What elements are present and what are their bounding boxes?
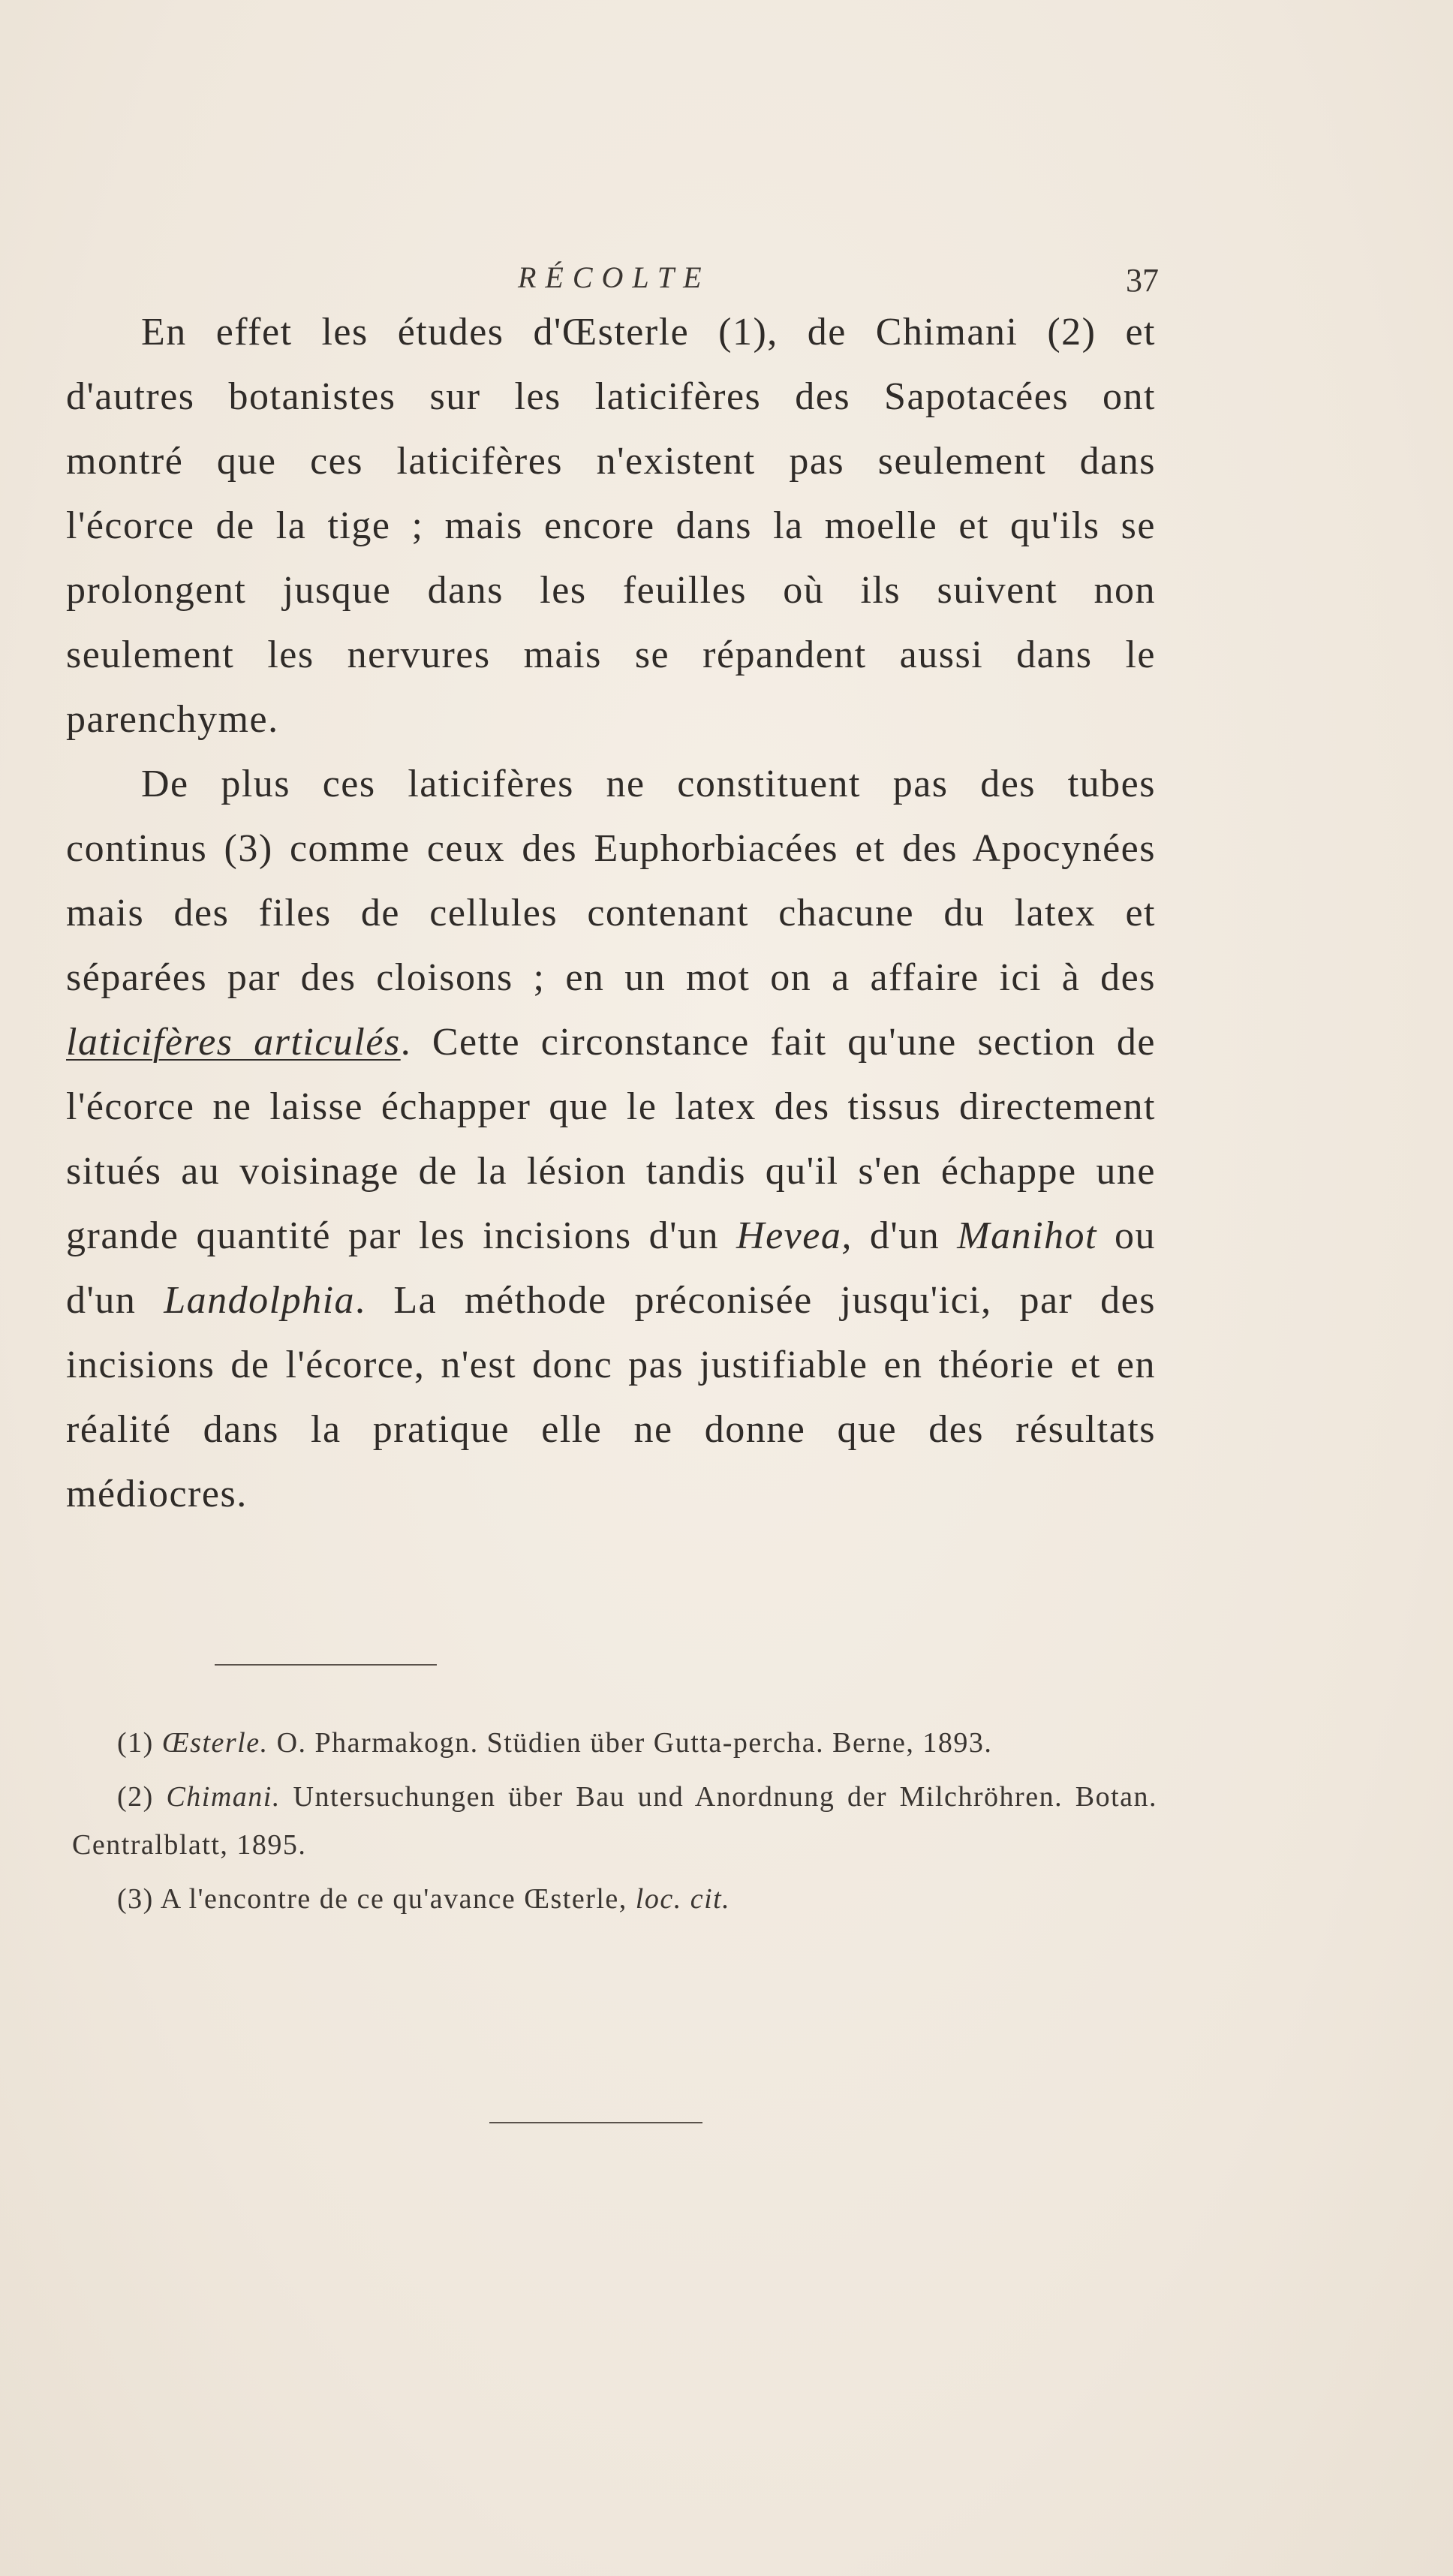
footnote-3-text: A l'encontre de ce qu'avance Œsterle, [160, 1883, 627, 1915]
footnote-2-number: (2) [117, 1781, 154, 1813]
footnote-3-number: (3) [117, 1883, 154, 1915]
footnote-1-author: Œsterle. [161, 1727, 269, 1759]
paragraph-2-part-a: De plus ces laticifères ne constituent pas des tubes continus (3) comme ceux des Euphorbiacées et des Apocynées mais des files de cellules contenant chacune du latex et séparées par des cloisons ; en un mot on a affaire ici à des [66, 763, 1156, 999]
paragraph-2-part-c: d'un [869, 1214, 940, 1257]
paragraph-2-part-e: . La méthode préconisée jusqu'ici, par des incisions de l'écorce, n'est donc pas justifiable en théorie et en réalité dans la pratique elle ne donne que des résultats médiocres. [66, 1279, 1157, 1515]
running-head [0, 260, 1453, 305]
footnote-3-reference: loc. cit. [635, 1883, 731, 1915]
footnote-1-text: O. Pharmakogn. Stüdien über Gutta-percha. Berne, 1893. [276, 1727, 993, 1759]
paragraph-1-text: En effet les études d'Œsterle (1), de Chimani (2) et d'autres botanistes sur les laticifères des Sapotacées ont montré que ces laticifères n'existent pas seulement dans l'écorce de la tige ; mais encore dans la moelle et qu'ils se prolongent jusque dans les feuilles où ils suivent non seulement les nervures mais se répandent aussi dans le parenchyme. [66, 311, 1156, 741]
emphasis-laticiferes-articules: laticifères articulés [66, 1021, 401, 1064]
footnote-1-number: (1) [117, 1727, 154, 1759]
footnote-2 [72, 1773, 1157, 1869]
emphasis-manihot: Manihot [957, 1214, 1097, 1257]
footnote-separator-rule [215, 1664, 437, 1666]
footnote-1 [72, 1719, 1157, 1767]
body-text [66, 300, 1156, 1527]
footnote-2-text: Untersuchungen über Bau und Anordnung der Milchröhren. Botan. Centralblatt, 1895. [72, 1781, 1157, 1861]
emphasis-landolphia: Landolphia [164, 1279, 356, 1322]
bottom-rule [489, 2122, 702, 2123]
page-number: 37 [1126, 262, 1159, 299]
paragraph-2-part-b: . Cette circonstance fait qu'une section de l'écorce ne laisse échapper que le latex des tissus directement situés au voisinage de la lésion tandis qu'il s'en échappe une grande quantité par les incisions d'un [66, 1021, 1156, 1257]
emphasis-hevea: Hevea, [736, 1214, 853, 1257]
paragraph-2-part-d: ou d'un [66, 1214, 1157, 1322]
paragraph-1 [66, 300, 1156, 752]
paragraph-2 [66, 752, 1156, 1527]
running-title: RÉCOLTE [518, 260, 711, 294]
footnotes [72, 1719, 1157, 1929]
footnote-3 [72, 1875, 1157, 1923]
footnote-2-author: Chimani. [166, 1781, 281, 1813]
